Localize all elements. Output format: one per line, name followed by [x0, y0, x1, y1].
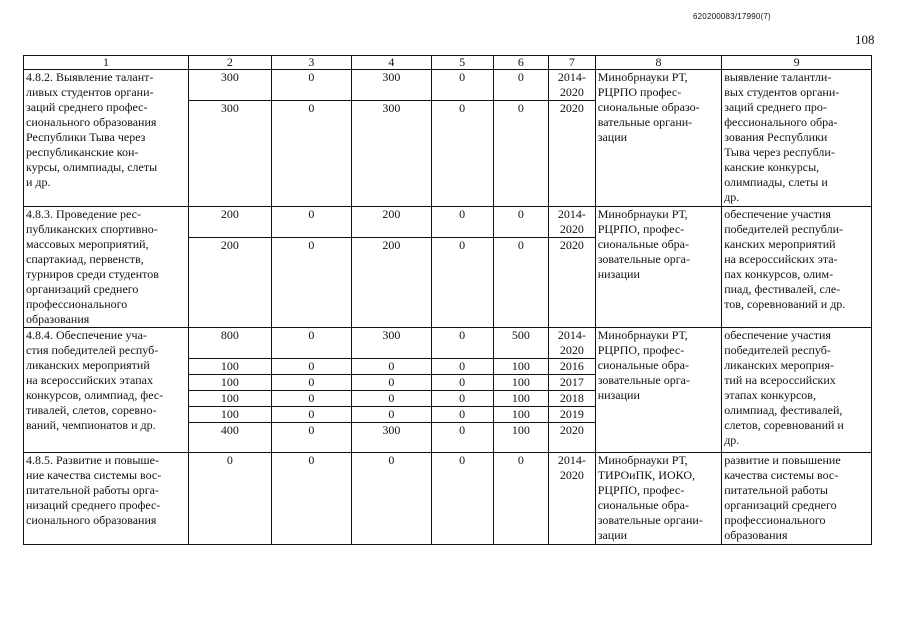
measure-name-cell: 4.8.5. Развитие и повыше- ние качества системы вос- питательной работы орга- низаций среднего профес- сионального образования	[24, 453, 189, 545]
value-cell: 0	[493, 101, 549, 207]
executors-cell: Минобрнауки РТ, РЦРПО, профес- сиональные обра- зовательные орга- низации	[595, 207, 721, 328]
table-row	[24, 453, 872, 545]
value-cell: 0	[271, 423, 351, 453]
value-cell: 0	[431, 328, 493, 359]
value-cell: 300	[351, 101, 431, 207]
column-number-row	[24, 56, 872, 70]
value-cell: 0	[271, 328, 351, 359]
value-cell: 100	[493, 391, 549, 407]
value-cell: 200	[351, 238, 431, 328]
result-cell: обеспечение участия победителей респуб- ликанских мероприя- тий на всероссийских этапах конкурсов, олимпиад, фестивалей, слетов, соревнований и др.	[722, 328, 872, 453]
value-cell: 800	[188, 328, 271, 359]
value-cell: 0	[431, 101, 493, 207]
result-cell: развитие и повышение качества системы вос- питательной работы организаций среднего профессионального образования	[722, 453, 872, 545]
value-cell: 100	[188, 407, 271, 423]
column-header: 5	[431, 56, 493, 70]
value-cell: 0	[351, 375, 431, 391]
table-row	[24, 70, 872, 101]
executors-cell: Минобрнауки РТ, РЦРПО профес- сиональные образо- вательные органи- зации	[595, 70, 721, 207]
value-cell: 0	[493, 207, 549, 238]
value-cell: 200	[188, 238, 271, 328]
column-header: 8	[595, 56, 721, 70]
value-cell: 2016	[549, 359, 596, 375]
column-header: 3	[271, 56, 351, 70]
value-cell: 0	[431, 238, 493, 328]
value-cell: 2018	[549, 391, 596, 407]
value-cell: 2014- 2020	[549, 70, 596, 101]
table-row	[24, 207, 872, 238]
value-cell: 0	[271, 359, 351, 375]
value-cell: 100	[493, 407, 549, 423]
value-cell: 300	[188, 70, 271, 101]
value-cell: 300	[188, 101, 271, 207]
value-cell: 400	[188, 423, 271, 453]
value-cell: 0	[431, 453, 493, 545]
value-cell: 200	[351, 207, 431, 238]
value-cell: 0	[271, 391, 351, 407]
value-cell: 2020	[549, 101, 596, 207]
value-cell: 0	[431, 359, 493, 375]
column-header: 1	[24, 56, 189, 70]
table-row	[24, 328, 872, 359]
measure-name-cell: 4.8.3. Проведение рес- публиканских спортивно- массовых мероприятий, спартакиад, первенств, турниров среди студентов организаций среднего профессионального образования	[24, 207, 189, 328]
column-header: 7	[549, 56, 596, 70]
value-cell: 2020	[549, 238, 596, 328]
value-cell: 0	[271, 407, 351, 423]
value-cell: 0	[351, 359, 431, 375]
column-header: 6	[493, 56, 549, 70]
value-cell: 0	[271, 453, 351, 545]
value-cell: 0	[351, 453, 431, 545]
value-cell: 100	[493, 375, 549, 391]
program-table	[23, 55, 872, 545]
value-cell: 200	[188, 207, 271, 238]
value-cell: 2014- 2020	[549, 207, 596, 238]
column-header: 2	[188, 56, 271, 70]
value-cell: 0	[431, 207, 493, 238]
value-cell: 100	[188, 375, 271, 391]
measure-name-cell: 4.8.4. Обеспечение уча- стия победителей респуб- ликанских мероприятий на всероссийских этапах конкурсов, олимпиад, фес- тивалей, слетов, соревно- ваний, чемпионатов и др.	[24, 328, 189, 453]
value-cell: 300	[351, 423, 431, 453]
value-cell: 0	[351, 407, 431, 423]
value-cell: 500	[493, 328, 549, 359]
value-cell: 0	[431, 375, 493, 391]
result-cell: выявление талантли- вых студентов органи- заций среднего про- фессионального обра- зования Республики Тыва через республи- канские конкурсы, олимпиады, слеты и др.	[722, 70, 872, 207]
column-header: 9	[722, 56, 872, 70]
value-cell: 0	[493, 238, 549, 328]
value-cell: 0	[351, 391, 431, 407]
value-cell: 300	[351, 70, 431, 101]
document-id: 620200083/17990(7)	[693, 12, 771, 21]
value-cell: 2019	[549, 407, 596, 423]
value-cell: 0	[431, 391, 493, 407]
value-cell: 0	[271, 238, 351, 328]
value-cell: 0	[431, 70, 493, 101]
result-cell: обеспечение участия победителей республи- канских мероприятий на всероссийских эта- пах конкурсов, олим- пиад, фестивалей, сле- тов, соревнований и др.	[722, 207, 872, 328]
measure-name-cell: 4.8.2. Выявление талант- ливых студентов органи- заций среднего профес- сионального образования Республики Тыва через республиканские кон- курсы, олимпиады, слеты и др.	[24, 70, 189, 207]
value-cell: 2014- 2020	[549, 453, 596, 545]
executors-cell: Минобрнауки РТ, ТИРОиПК, ИОКО, РЦРПО, профес- сиональные обра- зовательные органи- зации	[595, 453, 721, 545]
page-number: 108	[855, 32, 875, 47]
value-cell: 100	[188, 391, 271, 407]
column-header: 4	[351, 56, 431, 70]
value-cell: 0	[493, 453, 549, 545]
executors-cell: Минобрнауки РТ, РЦРПО, профес- сиональные обра- зовательные орга- низации	[595, 328, 721, 453]
value-cell: 0	[431, 407, 493, 423]
value-cell: 100	[493, 423, 549, 453]
value-cell: 2017	[549, 375, 596, 391]
value-cell: 0	[271, 101, 351, 207]
value-cell: 0	[493, 70, 549, 101]
value-cell: 0	[271, 70, 351, 101]
value-cell: 2020	[549, 423, 596, 453]
value-cell: 100	[493, 359, 549, 375]
value-cell: 300	[351, 328, 431, 359]
value-cell: 0	[271, 207, 351, 238]
value-cell: 0	[271, 375, 351, 391]
value-cell: 2014- 2020	[549, 328, 596, 359]
value-cell: 0	[431, 423, 493, 453]
value-cell: 100	[188, 359, 271, 375]
value-cell: 0	[188, 453, 271, 545]
